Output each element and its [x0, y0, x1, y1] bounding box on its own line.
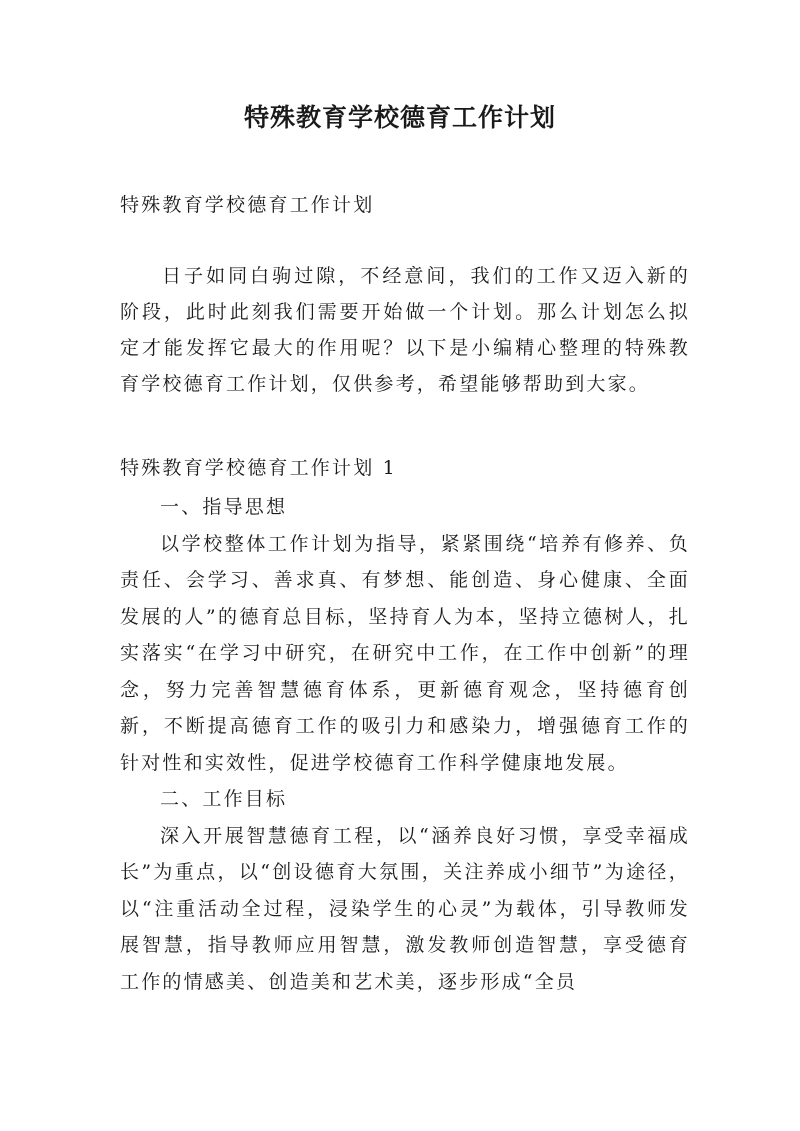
document-title: 特殊教育学校德育工作计划 [243, 103, 556, 132]
plan-heading: 特殊教育学校德育工作计划 1 [120, 457, 397, 479]
section-paragraph-guiding-ideology: 以学校整体工作计划为指导，紧紧围绕“培养有修养、负责任、会学习、善求真、有梦想、能创造、身心健康、全面发展的人”的德育总目标，坚持育人为本，坚持立德树人，扎实落实“在学习中研究，在研究中工作，在工作中创新”的理念，努力完善智慧德育体系，更新德育观念，坚持德育创新，不断提高德育工作的吸引力和感染力，增强德育工作的针对性和实效性，促进学校德育工作科学健康地发展。 [120, 532, 690, 774]
section-heading-guiding-ideology: 一、指导思想 [160, 496, 288, 518]
intro-paragraph: 日子如同白驹过隙，不经意间，我们的工作又迈入新的阶段，此时此刻我们需要开始做一个计划。那么计划怎么拟定才能发挥它最大的作用呢？以下是小编精心整理的特殊教育学校德育工作计划，仅供参考，希望能够帮助到大家。 [120, 265, 690, 395]
section-paragraph-work-goals: 深入开展智慧德育工程，以“涵养良好习惯，享受幸福成长”为重点，以“创设德育大氛围，关注养成小细节”为途径，以“注重活动全过程，浸染学生的心灵”为载体，引导教师发展智慧，指导教师应用智慧，激发教师创造智慧，享受德育工作的情感美、创造美和艺术美，逐步形成“全员 [120, 824, 690, 993]
plan-body [120, 489, 690, 1000]
section-heading-work-goals: 二、工作目标 [160, 788, 288, 810]
document-subtitle: 特殊教育学校德育工作计划 [120, 194, 375, 216]
